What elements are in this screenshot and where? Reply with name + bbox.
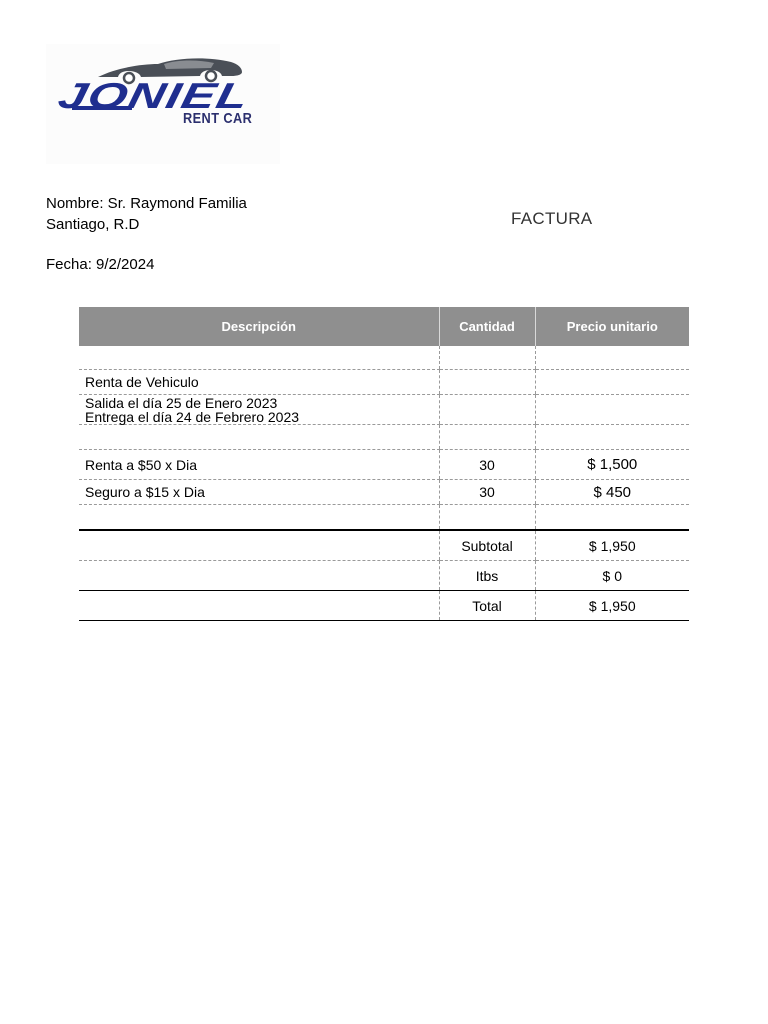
header-description: Descripción — [79, 307, 439, 346]
row-description — [79, 346, 439, 370]
subtotal-label: Subtotal — [439, 530, 535, 561]
row-quantity: 30 — [439, 450, 535, 480]
row-price — [535, 505, 689, 531]
row-price: $ 450 — [535, 480, 689, 505]
row-price — [535, 346, 689, 370]
invoice-title: FACTURA — [511, 209, 593, 228]
tax-label: Itbs — [439, 561, 535, 591]
subtotal-blank — [79, 530, 439, 561]
row-description: Seguro a $15 x Dia — [79, 480, 439, 505]
total-blank — [79, 591, 439, 621]
client-name: Nombre: Sr. Raymond Familia — [46, 195, 247, 212]
table-header — [79, 307, 689, 346]
row-description — [79, 505, 439, 531]
row-description: Renta de Vehiculo — [79, 370, 439, 395]
table-row — [79, 505, 689, 531]
row-price — [535, 395, 689, 425]
row-quantity — [439, 346, 535, 370]
departure-date: Salida el día 25 de Enero 2023 — [85, 394, 278, 411]
company-logo — [46, 44, 280, 164]
logo-tagline: RENT CAR — [183, 110, 253, 127]
table-row — [79, 450, 689, 480]
client-city: Santiago, R.D — [46, 216, 140, 233]
row-price — [535, 370, 689, 395]
tax-row — [79, 561, 689, 591]
invoice-table — [79, 307, 689, 621]
table-row — [79, 346, 689, 370]
table-row — [79, 480, 689, 505]
table-row — [79, 425, 689, 450]
row-quantity — [439, 505, 535, 531]
table-row — [79, 370, 689, 395]
svg-text:JONIEL: JONIEL — [54, 75, 200, 116]
table-row — [79, 395, 689, 425]
row-description-dates — [79, 395, 439, 425]
row-quantity — [439, 395, 535, 425]
total-label: Total — [439, 591, 535, 621]
tax-value: $ 0 — [535, 561, 689, 591]
subtotal-value: $ 1,950 — [535, 530, 689, 561]
subtotal-row — [79, 530, 689, 561]
tax-blank — [79, 561, 439, 591]
row-quantity: 30 — [439, 480, 535, 505]
total-value: $ 1,950 — [535, 591, 689, 621]
row-price: $ 1,500 — [535, 450, 689, 480]
return-date: Entrega el día 24 de Febrero 2023 — [85, 408, 300, 425]
header-unit-price: Precio unitario — [535, 307, 689, 346]
row-quantity — [439, 370, 535, 395]
row-quantity — [439, 425, 535, 450]
row-description: Renta a $50 x Dia — [79, 450, 439, 480]
total-row — [79, 591, 689, 621]
row-price — [535, 425, 689, 450]
invoice-date: Fecha: 9/2/2024 — [46, 256, 155, 273]
row-description — [79, 425, 439, 450]
header-quantity: Cantidad — [439, 307, 535, 346]
